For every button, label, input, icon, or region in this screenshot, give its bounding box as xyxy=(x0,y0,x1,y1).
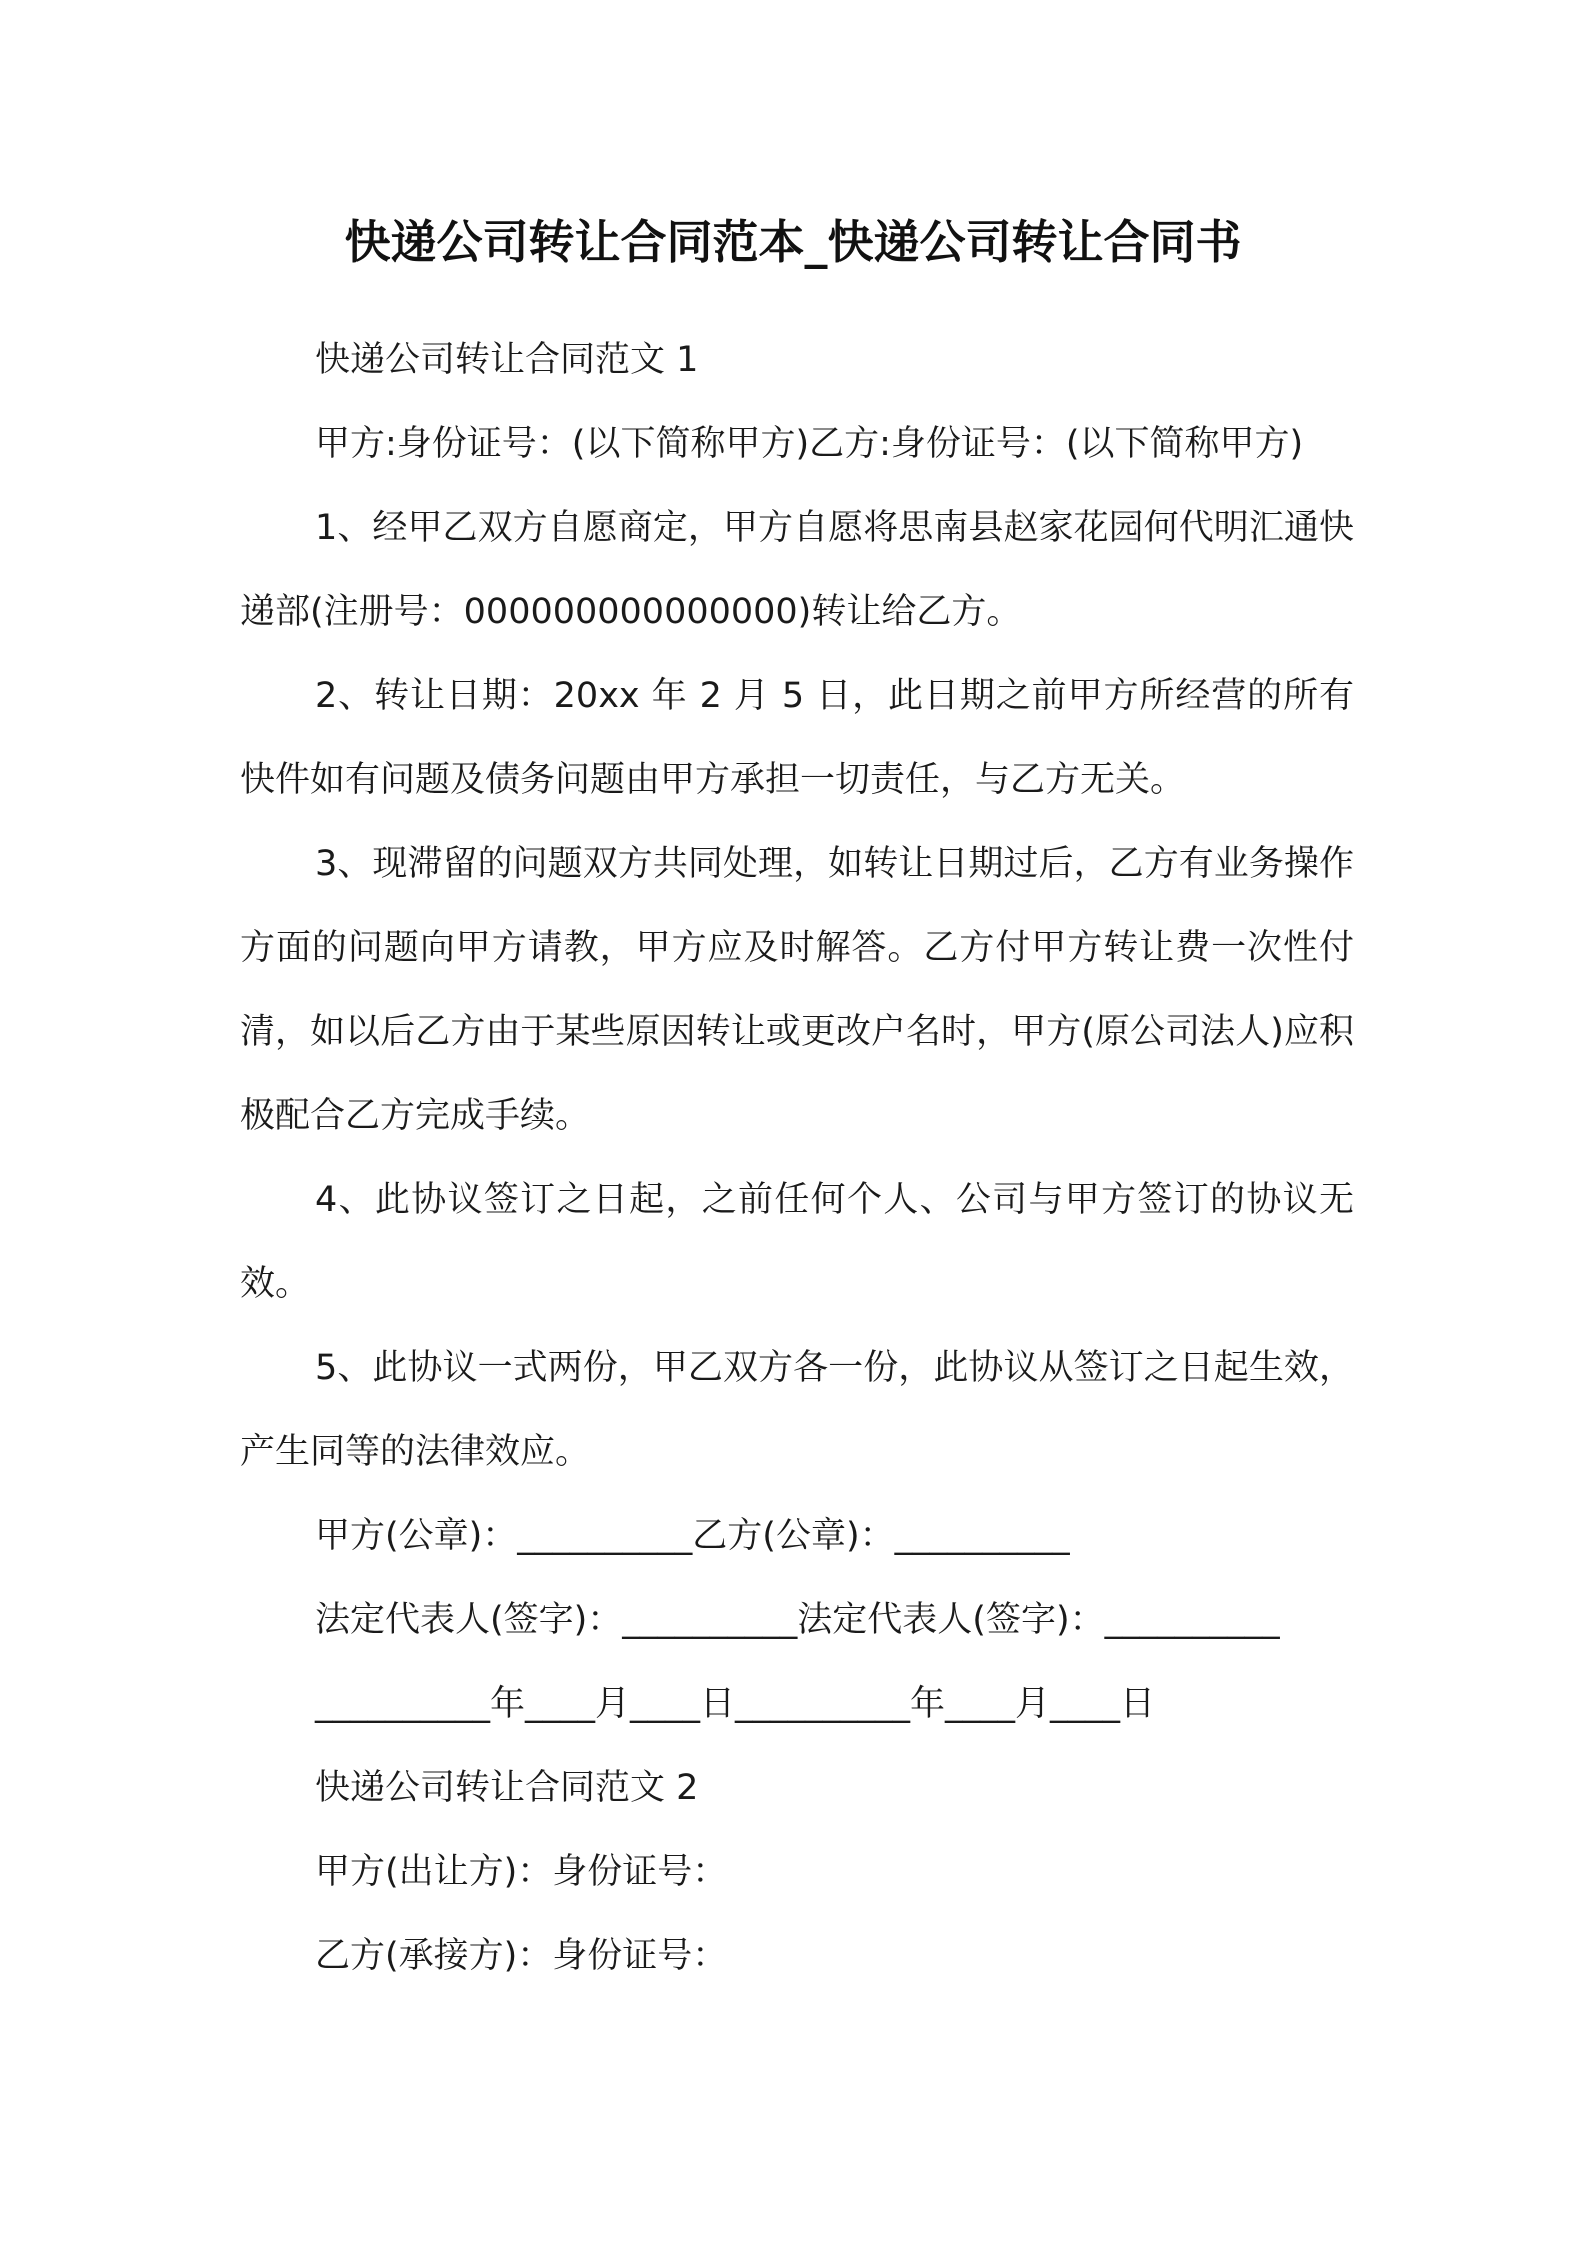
clause-1: 1、经甲乙双方自愿商定，甲方自愿将思南县赵家花园何代明汇通快递部(注册号：000000000000000)转让给乙方。 xyxy=(240,508,1354,632)
seal-signature-line: 甲方(公章)：__________乙方(公章)：__________ xyxy=(315,1516,1070,1556)
document-body xyxy=(240,318,1354,1998)
section2-heading: 快递公司转让合同范文 2 xyxy=(315,1768,699,1808)
representative-signature-line: 法定代表人(签字)：__________法定代表人(签字)：__________ xyxy=(315,1600,1280,1640)
document-title: 快递公司转让合同范本_快递公司转让合同书 xyxy=(344,215,1242,269)
clause-3: 3、现滞留的问题双方共同处理，如转让日期过后，乙方有业务操作方面的问题向甲方请教，甲方应及时解答。乙方付甲方转让费一次性付清，如以后乙方由于某些原因转让或更改户名时，甲方(原公司法人)应积极配合乙方完成手续。 xyxy=(240,844,1354,1136)
party-a-line: 甲方(出让方)：身份证号： xyxy=(315,1852,728,1892)
clause-5: 5、此协议一式两份，甲乙双方各一份，此协议从签订之日起生效，产生同等的法律效应。 xyxy=(240,1348,1354,1472)
parties-line: 甲方:身份证号：(以下简称甲方)乙方:身份证号：(以下简称甲方) xyxy=(315,424,1304,464)
date-line: __________年____月____日__________年____月____日 xyxy=(315,1684,1156,1724)
section1-heading: 快递公司转让合同范文 1 xyxy=(315,340,699,380)
party-b-line: 乙方(承接方)：身份证号： xyxy=(315,1936,728,1976)
clause-4: 4、此协议签订之日起，之前任何个人、公司与甲方签订的协议无效。 xyxy=(240,1180,1354,1304)
clause-2: 2、转让日期：20xx 年 2 月 5 日，此日期之前甲方所经营的所有快件如有问题及债务问题由甲方承担一切责任，与乙方无关。 xyxy=(240,676,1354,800)
